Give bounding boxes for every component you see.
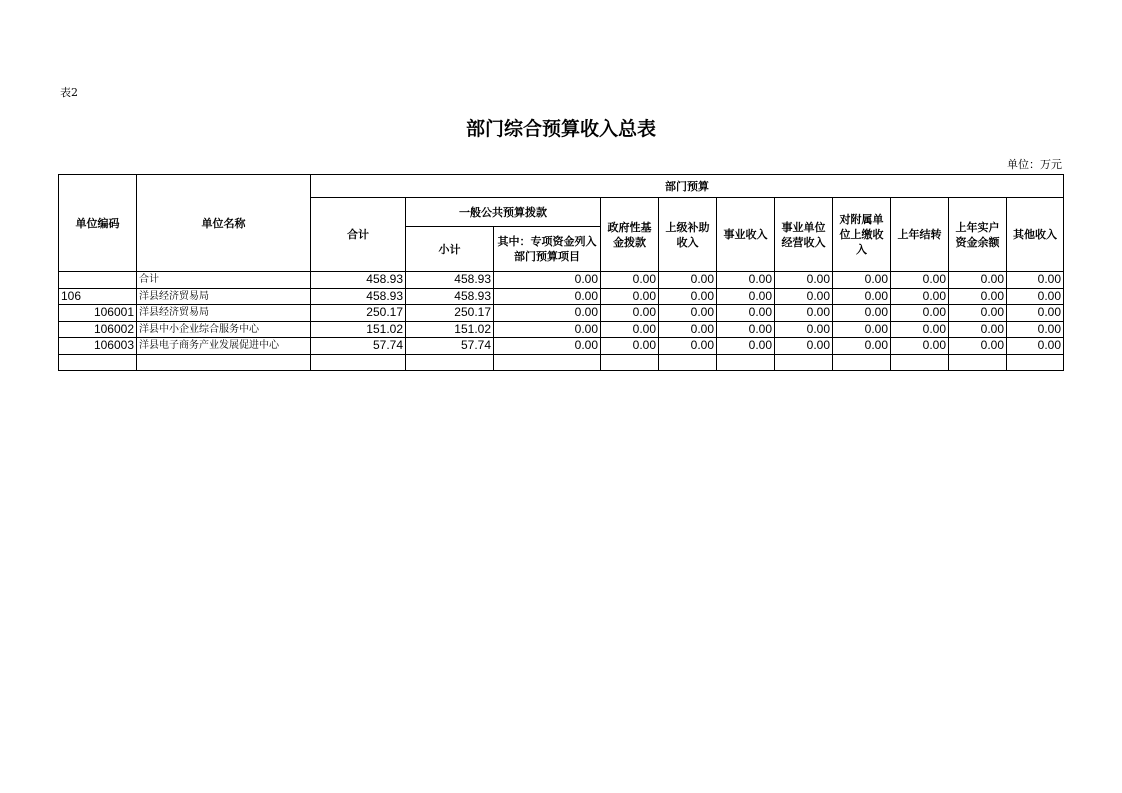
cell-unit-name: 洋县电子商务产业发展促进中心 (137, 338, 311, 355)
cell-value: 250.17 (406, 305, 494, 322)
cell-value (311, 354, 406, 371)
table-number: 表2 (60, 86, 78, 99)
cell-value: 0.00 (1007, 288, 1064, 305)
cell-value: 458.93 (311, 272, 406, 289)
cell-value: 0.00 (494, 272, 601, 289)
cell-value: 0.00 (1007, 321, 1064, 338)
cell-value: 0.00 (949, 321, 1007, 338)
cell-value: 458.93 (311, 288, 406, 305)
col-upper-subsidy: 上级补助收入 (659, 198, 717, 272)
cell-value: 0.00 (833, 321, 891, 338)
cell-value: 0.00 (717, 305, 775, 322)
cell-unit-code: 106 (59, 288, 137, 305)
col-business-operation: 事业单位经营收入 (775, 198, 833, 272)
col-total: 合计 (311, 198, 406, 272)
cell-value (406, 354, 494, 371)
cell-value: 57.74 (311, 338, 406, 355)
col-other-income: 其他收入 (1007, 198, 1064, 272)
cell-value: 0.00 (601, 305, 659, 322)
col-special-funds: 其中：专项资金列入部门预算项目 (494, 227, 601, 272)
cell-value: 0.00 (1007, 338, 1064, 355)
cell-value (1007, 354, 1064, 371)
cell-value: 0.00 (833, 288, 891, 305)
cell-value: 458.93 (406, 288, 494, 305)
cell-unit-name: 洋县中小企业综合服务中心 (137, 321, 311, 338)
cell-value: 0.00 (659, 338, 717, 355)
col-unit-code: 单位编码 (59, 175, 137, 272)
cell-value: 0.00 (1007, 272, 1064, 289)
cell-value: 0.00 (659, 272, 717, 289)
cell-value (891, 354, 949, 371)
cell-value (717, 354, 775, 371)
cell-value: 0.00 (659, 321, 717, 338)
table-row (59, 305, 1064, 322)
cell-value: 0.00 (833, 272, 891, 289)
table-row (59, 288, 1064, 305)
cell-unit-name: 洋县经济贸易局 (137, 288, 311, 305)
cell-value (949, 354, 1007, 371)
cell-value: 0.00 (891, 321, 949, 338)
cell-unit-code: 106003 (59, 338, 137, 355)
cell-value: 0.00 (775, 338, 833, 355)
unit-label: 单位：万元 (1007, 158, 1062, 171)
page-title: 部门综合预算收入总表 (465, 118, 656, 140)
cell-value: 0.00 (775, 288, 833, 305)
cell-value: 0.00 (717, 288, 775, 305)
table-row (59, 338, 1064, 355)
table-row (59, 354, 1064, 371)
col-dept-budget: 部门预算 (311, 175, 1064, 198)
cell-value: 0.00 (891, 305, 949, 322)
cell-value: 0.00 (949, 272, 1007, 289)
cell-unit-code: 106001 (59, 305, 137, 322)
cell-value: 57.74 (406, 338, 494, 355)
col-gov-fund: 政府性基金拨款 (601, 198, 659, 272)
cell-value: 0.00 (1007, 305, 1064, 322)
cell-value: 0.00 (891, 288, 949, 305)
cell-value (659, 354, 717, 371)
col-unit-name: 单位名称 (137, 175, 311, 272)
cell-value: 458.93 (406, 272, 494, 289)
cell-value: 0.00 (601, 338, 659, 355)
cell-value (601, 354, 659, 371)
cell-unit-code (59, 354, 137, 371)
budget-table (58, 174, 1064, 371)
cell-unit-name (137, 354, 311, 371)
table-header (59, 175, 1064, 272)
table-row (59, 321, 1064, 338)
cell-value: 0.00 (949, 338, 1007, 355)
col-business-income: 事业收入 (717, 198, 775, 272)
cell-value: 0.00 (891, 272, 949, 289)
table-row (59, 272, 1064, 289)
col-last-year-carry: 上年结转 (891, 198, 949, 272)
cell-value: 0.00 (659, 288, 717, 305)
cell-value: 0.00 (659, 305, 717, 322)
cell-value: 151.02 (406, 321, 494, 338)
cell-value: 0.00 (775, 272, 833, 289)
cell-value: 0.00 (833, 338, 891, 355)
cell-value: 250.17 (311, 305, 406, 322)
cell-value: 0.00 (494, 288, 601, 305)
table-body (59, 272, 1064, 371)
cell-value: 0.00 (775, 305, 833, 322)
cell-value (494, 354, 601, 371)
cell-value: 151.02 (311, 321, 406, 338)
cell-value (833, 354, 891, 371)
cell-unit-code (59, 272, 137, 289)
cell-value: 0.00 (717, 338, 775, 355)
col-subordinate: 对附属单位上缴收入 (833, 198, 891, 272)
cell-value: 0.00 (949, 288, 1007, 305)
cell-value: 0.00 (494, 321, 601, 338)
cell-value: 0.00 (601, 288, 659, 305)
cell-value: 0.00 (601, 321, 659, 338)
cell-value: 0.00 (717, 321, 775, 338)
cell-value: 0.00 (891, 338, 949, 355)
cell-value: 0.00 (717, 272, 775, 289)
cell-value: 0.00 (494, 338, 601, 355)
col-general-public: 一般公共预算拨款 (406, 198, 601, 227)
cell-unit-name: 洋县经济贸易局 (137, 305, 311, 322)
cell-unit-code: 106002 (59, 321, 137, 338)
cell-value (775, 354, 833, 371)
cell-value: 0.00 (494, 305, 601, 322)
cell-value: 0.00 (775, 321, 833, 338)
cell-unit-name: 合计 (137, 272, 311, 289)
col-last-year-balance: 上年实户资金余额 (949, 198, 1007, 272)
cell-value: 0.00 (833, 305, 891, 322)
col-subtotal: 小计 (406, 227, 494, 272)
cell-value: 0.00 (949, 305, 1007, 322)
cell-value: 0.00 (601, 272, 659, 289)
